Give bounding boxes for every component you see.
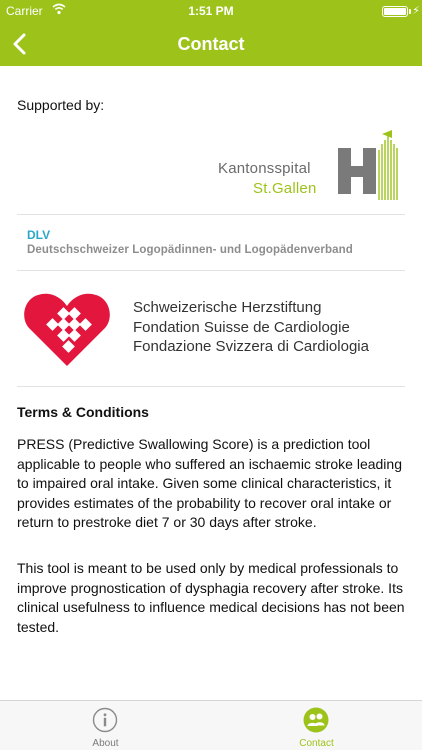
kantonsspital-name: Kantonsspital [218, 160, 311, 177]
herzstiftung-name-fr: Fondation Suisse de Cardiologie [133, 318, 350, 336]
herzstiftung-names [133, 298, 369, 357]
status-bar [0, 0, 422, 22]
tab-contact-label: Contact [299, 738, 334, 749]
page-title: Contact [177, 34, 245, 54]
header [0, 0, 422, 66]
kantonsspital-logo [215, 130, 405, 206]
tab-about-label: About [92, 738, 119, 749]
status-time: 1:51 PM [188, 4, 234, 18]
nav-bar [0, 22, 422, 66]
dlv-full-name: Deutschschweizer Logopädinnen- und Logopädenverband [27, 244, 353, 256]
tab-about[interactable] [0, 701, 211, 751]
terms-paragraph-2: This tool is meant to be used only by medical professionals to improve prognostication of dysphagia recovery after stroke. Its clinical usefulness to influence medical decisions has not been tested. [17, 560, 405, 635]
herzstiftung-name-it: Fondazione Svizzera di Cardiologia [133, 338, 369, 355]
tab-bar [0, 700, 422, 750]
herzstiftung-name-de: Schweizerische Herzstiftung [133, 299, 322, 316]
divider [17, 386, 405, 387]
contact-content [0, 66, 422, 700]
terms-title: Terms & Conditions [17, 404, 149, 420]
dlv-abbreviation: DLV [27, 228, 51, 242]
tab-contact[interactable] [211, 701, 422, 751]
terms-paragraph-1: PRESS (Predictive Swallowing Score) is a prediction tool applicable to people who suffered an ischaemic stroke leading to impaired oral intake. Given some clinical characteristics, it provides estimates of the probability to recover oral intake or return to prestroke diet 7 or 30 days after stroke. [17, 436, 402, 530]
chevron-left-icon[interactable] [6, 28, 36, 60]
kantonsspital-city: St.Gallen [253, 180, 317, 197]
divider [17, 214, 405, 215]
divider [17, 270, 405, 271]
heart-cross-logo-icon [24, 292, 110, 366]
carrier-label: Carrier [6, 4, 43, 18]
battery-icon [382, 6, 408, 17]
kantonsspital-h-icon [338, 130, 404, 206]
contact-people-icon [303, 707, 329, 733]
charging-icon: ⚡ [412, 5, 420, 17]
info-icon [92, 707, 118, 733]
supported-by-label: Supported by: [17, 97, 105, 113]
battery-tip [409, 9, 411, 14]
